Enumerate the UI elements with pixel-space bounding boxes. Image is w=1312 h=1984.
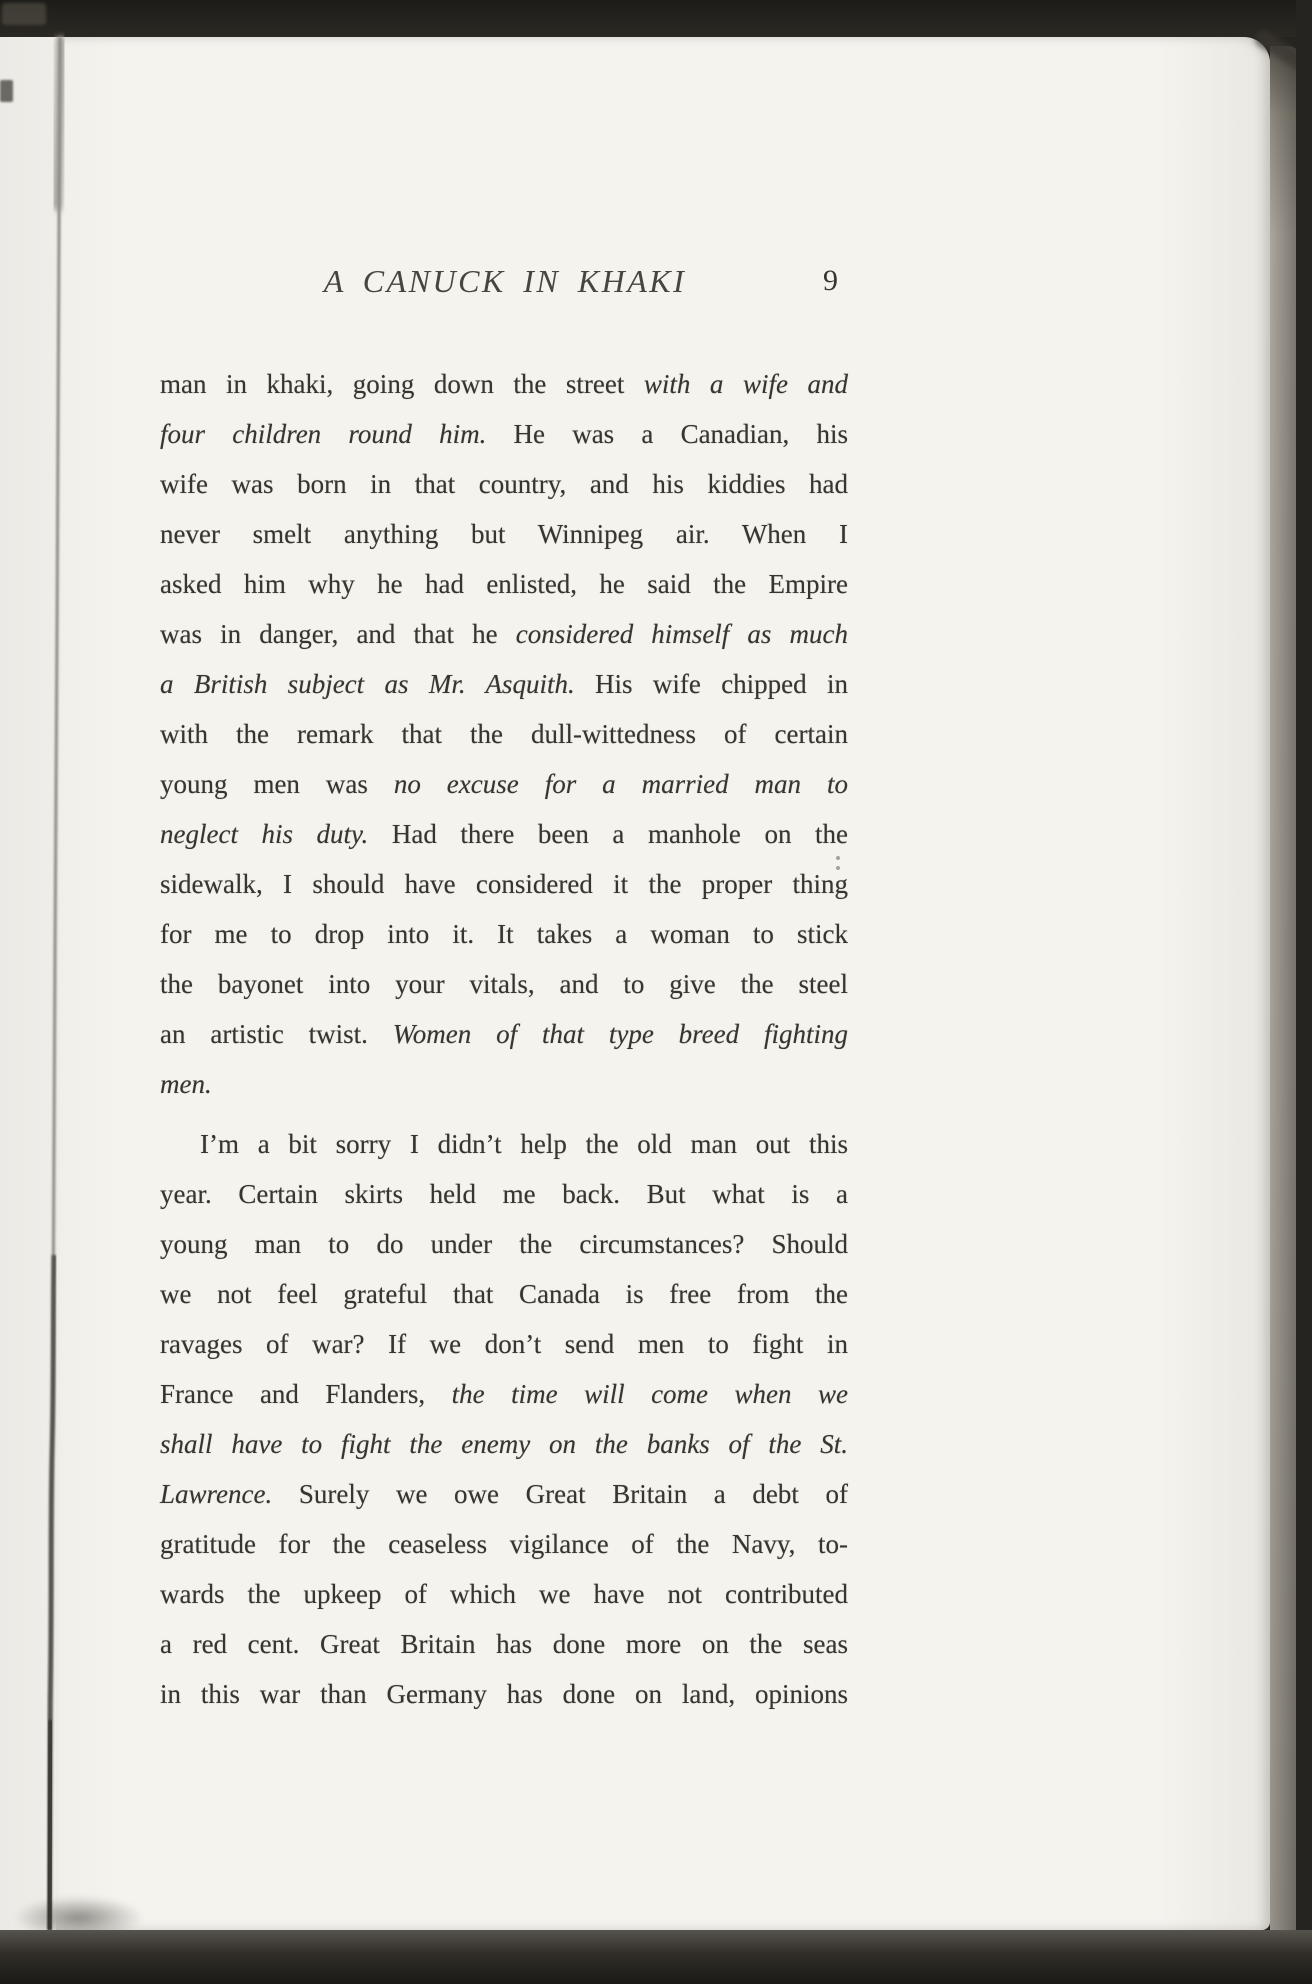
text-segment: wards the upkeep of which we have not contributed [160, 1579, 848, 1609]
italic-text-segment: the time will come when we [451, 1379, 848, 1409]
text-segment: Surely we owe Great Britain a debt of [272, 1479, 848, 1509]
scanner-background-right [1296, 0, 1312, 1984]
paragraph [160, 359, 848, 1109]
text-line [160, 1419, 848, 1469]
text-segment: young man to do under the circumstances? Should [160, 1229, 848, 1259]
text-line [160, 359, 848, 409]
text-segment: sidewalk, I should have considered it the proper thing [160, 869, 848, 899]
italic-text-segment: four children round him. [160, 419, 487, 449]
text-line [160, 909, 848, 959]
text-line [160, 409, 848, 459]
text-line [160, 1619, 848, 1669]
text-line [160, 509, 848, 559]
italic-text-segment: a British subject as Mr. Asquith. [160, 669, 575, 699]
text-segment: man in khaki, going down the street [160, 369, 644, 399]
text-line [160, 759, 848, 809]
page-number: 9 [823, 264, 838, 297]
italic-text-segment: Women of that type breed fighting [392, 1019, 848, 1049]
text-line [160, 1169, 848, 1219]
text-line [160, 1469, 848, 1519]
text-segment: year. Certain skirts held me back. But what is a [160, 1179, 848, 1209]
text-segment: a red cent. Great Britain has done more on the seas [160, 1629, 848, 1659]
scan-artifact-mark [0, 80, 13, 102]
text-segment: we not feel grateful that Canada is free from the [160, 1279, 848, 1309]
text-segment: with the remark that the dull-wittedness of certain [160, 719, 848, 749]
text-line [160, 559, 848, 609]
text-line [160, 1269, 848, 1319]
text-line [160, 809, 848, 859]
text-segment: for me to drop into it. It takes a woman to stick [160, 919, 848, 949]
text-segment: asked him why he had enlisted, he said the Empire [160, 569, 848, 599]
text-line [160, 1219, 848, 1269]
text-segment: His wife chipped in [574, 669, 848, 699]
text-segment: young men was [160, 769, 394, 799]
text-segment: gratitude for the ceaseless vigilance of the Navy, to- [160, 1529, 848, 1559]
running-head-title: A CANUCK IN KHAKI [323, 263, 687, 299]
scan-artifact-mark [2, 3, 46, 25]
text-segment: was in danger, and that he [160, 619, 516, 649]
scanner-background-top [0, 0, 1312, 37]
page-header [160, 263, 850, 311]
text-segment: wife was born in that country, and his kiddies had [160, 469, 848, 499]
text-segment: the bayonet into your vitals, and to give the steel [160, 969, 848, 999]
text-line [160, 1519, 848, 1569]
italic-text-segment: men. [160, 1069, 212, 1099]
text-line [160, 859, 848, 909]
text-line [160, 459, 848, 509]
print-speck [836, 856, 840, 860]
text-segment: never smelt anything but Winnipeg air. When I [160, 519, 848, 549]
text-line [160, 1569, 848, 1619]
text-line [160, 1369, 848, 1419]
scanner-background-bottom [0, 1930, 1312, 1984]
page-text [160, 359, 848, 1719]
text-segment: ravages of war? If we don’t send men to fight in [160, 1329, 848, 1359]
text-segment: France and Flanders, [160, 1379, 452, 1409]
text-line [160, 709, 848, 759]
italic-text-segment: neglect his duty. [160, 819, 369, 849]
book-page [56, 37, 1270, 1930]
text-segment: He was a Canadian, his [486, 419, 848, 449]
text-segment: an artistic twist. [160, 1019, 393, 1049]
italic-text-segment: considered himself as much [515, 619, 849, 649]
text-segment: in this war than Germany has done on land, opinions [160, 1679, 848, 1709]
underlying-page-edge [0, 37, 64, 1930]
text-segment: I’m a bit sorry I didn’t help the old man out this [200, 1129, 848, 1159]
text-line [160, 609, 848, 659]
text-line [160, 959, 848, 1009]
italic-text-segment: with a wife and [643, 369, 848, 399]
text-line [160, 1119, 848, 1169]
text-line [160, 1319, 848, 1369]
text-line [160, 1669, 848, 1719]
text-segment: Had there been a manhole on the [368, 819, 848, 849]
paragraph [160, 1119, 848, 1719]
italic-text-segment: no excuse for a married man to [393, 769, 849, 799]
italic-text-segment: shall have to fight the enemy on the banks of the St. [160, 1429, 848, 1459]
text-line [160, 1059, 848, 1109]
text-line [160, 1009, 848, 1059]
italic-text-segment: Lawrence. [160, 1479, 273, 1509]
text-line [160, 659, 848, 709]
